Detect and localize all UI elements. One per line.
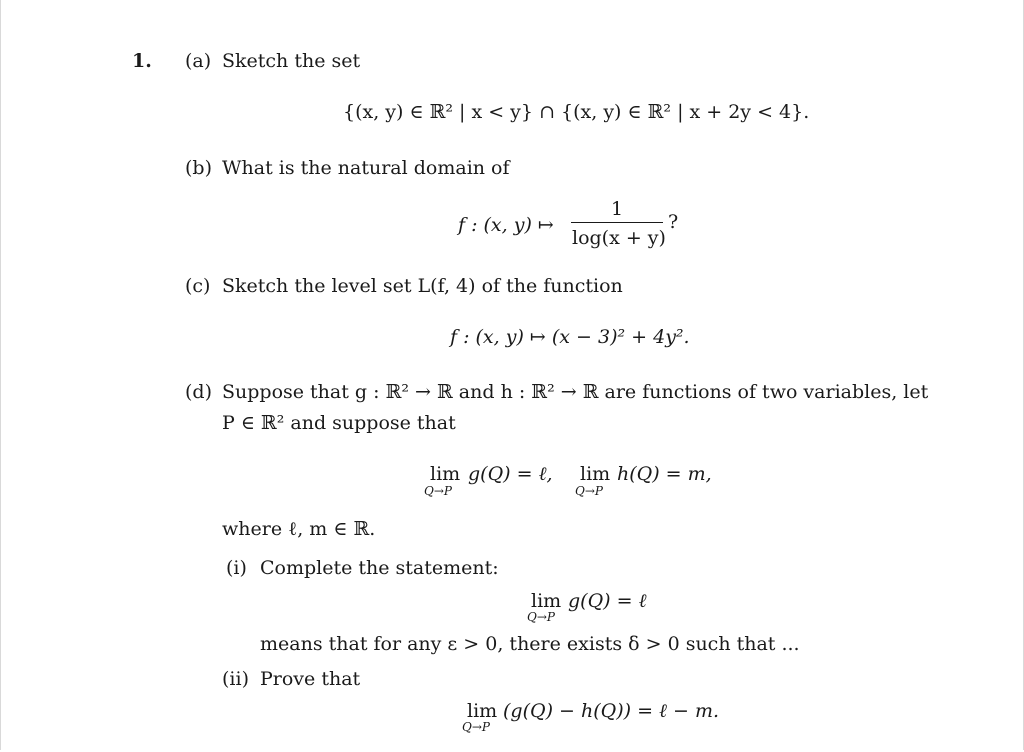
set-2: {(x, y) ∈ ℝ² | x + 2y < 4}. [561,101,810,123]
part-d-line-2: P ∈ ℝ² and suppose that [222,412,456,434]
part-b-label: (b) [185,157,212,179]
intersection-symbol: ∩ [539,101,555,123]
part-d-label: (d) [185,381,212,403]
limit-diff-operator: lim [467,700,498,722]
part-d-ii-text: Prove that [260,668,361,690]
limit-diff-body: (g(Q) − h(Q)) = ℓ − m. [503,700,719,722]
part-b-numerator: 1 [611,198,624,220]
part-c-formula: f : (x, y) ↦ (x − 3)² + 4y². [450,326,690,348]
part-d-i-label: (i) [226,557,247,579]
limit-h-body: h(Q) = m, [617,463,712,485]
part-b-map-lhs: f : (x, y) ↦ [458,214,554,236]
fraction-bar [571,222,663,223]
part-a-label: (a) [185,50,212,72]
part-a-set-expression [343,100,809,124]
limit-g-subscript: Q→P [424,484,452,498]
limit-h-operator: lim [580,463,611,485]
limit-g-body: g(Q) = ℓ, [468,463,553,485]
set-1: {(x, y) ∈ ℝ² | x < y} [343,101,534,123]
part-b-denominator: log(x + y) [572,227,666,249]
limit-def-subscript: Q→P [527,610,555,624]
limit-def-operator: lim [531,590,562,612]
part-b-text: What is the natural domain of [222,157,510,179]
part-d-i-text: Complete the statement: [260,557,499,579]
limit-g-operator: lim [430,463,461,485]
part-d-ii-label: (ii) [222,668,249,690]
part-a-text: Sketch the set [222,50,361,72]
part-d-line-1: Suppose that g : ℝ² → ℝ and h : ℝ² → ℝ are functions of two variables, let [222,381,929,403]
problem-number: 1. [132,50,152,72]
part-d-i-means: means that for any ε > 0, there exists δ > 0 such that ... [260,633,800,655]
part-b-question-mark: ? [668,211,679,233]
limit-def-body: g(Q) = ℓ [568,590,647,612]
part-c-label: (c) [185,275,211,297]
part-c-text: Sketch the level set L(f, 4) of the function [222,275,623,297]
limit-h-subscript: Q→P [575,484,603,498]
limit-diff-subscript: Q→P [462,720,490,734]
part-d-where: where ℓ, m ∈ ℝ. [222,518,376,540]
